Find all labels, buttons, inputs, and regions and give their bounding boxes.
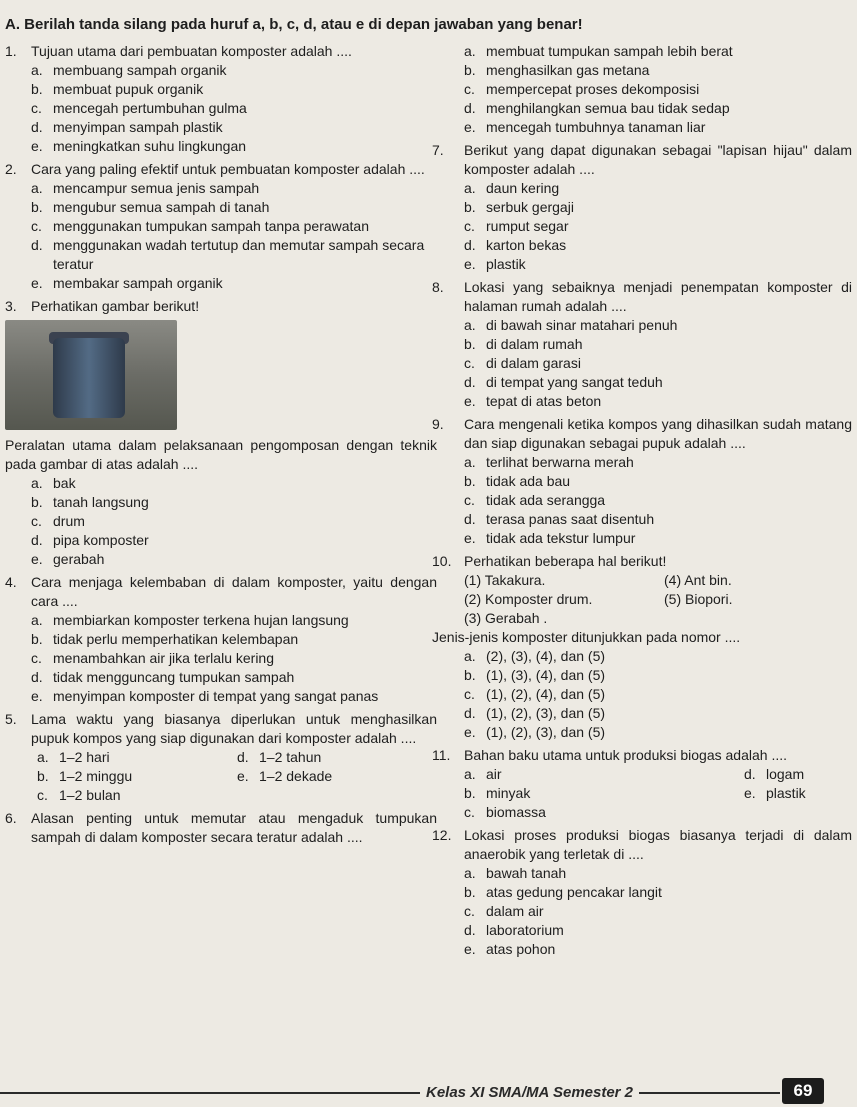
option-text: menggunakan wadah tertutup dan memutar sampah secara teratur [53,237,425,272]
question-number: 6. [5,810,17,826]
statement-grid [464,571,852,628]
option-letter: a. [464,648,476,664]
option-letter: e. [464,530,476,546]
option-text: (1), (2), (3), dan (5) [486,724,606,740]
option[interactable] [464,921,852,940]
option[interactable] [31,236,437,274]
option-letter: e. [464,256,476,272]
option[interactable] [31,217,437,236]
statement-item: (3) Gerabah . [464,610,548,626]
option[interactable] [464,647,852,666]
option-letter: b. [464,473,476,489]
question-stem-continued: Peralatan utama dalam pelaksanaan pengomposan dengan teknik pada gambar di atas adalah .... [5,437,437,472]
option-text: menyimpan sampah plastik [53,119,223,135]
option-letter: d. [31,119,43,135]
option-letter: a. [464,317,476,333]
option-letter: b. [31,631,43,647]
option-text: 1–2 tahun [259,749,322,765]
option-letter: c. [31,650,42,666]
option-letter: d. [31,237,43,253]
option-letter: e. [237,768,249,784]
option-letter: e. [31,275,43,291]
option[interactable] [464,99,852,118]
option-letter: b. [464,336,476,352]
section-heading: A. Berilah tanda silang pada huruf a, b, c, d, atau e di depan jawaban yang benar! [5,16,583,33]
option-letter: d. [464,511,476,527]
option-text: pipa komposter [53,532,149,548]
option[interactable] [31,61,437,80]
option-letter: a. [31,62,43,78]
option[interactable] [31,179,437,198]
statement-item: (2) Komposter drum. [464,591,593,607]
option[interactable] [464,118,852,137]
option[interactable] [464,472,852,491]
footer-label: Kelas XI SMA/MA Semester 2 [420,1084,639,1101]
option[interactable] [464,704,852,723]
option-text: tidak mengguncang tumpukan sampah [53,669,295,685]
option-text: bawah tanah [486,865,567,881]
option[interactable] [31,198,437,217]
option[interactable] [31,137,437,156]
question-number: 12. [432,827,452,843]
option-text: drum [53,513,85,529]
option-text: bak [53,475,76,491]
statement-item: (4) Ant bin. [664,572,732,588]
option-text: menggunakan tumpukan sampah tanpa perawatan [53,218,369,234]
question-11 [432,746,852,822]
option-text: air [486,766,502,782]
option-text: (1), (2), (3), dan (5) [486,705,606,721]
option[interactable] [31,99,437,118]
option[interactable] [37,767,237,786]
option-grid [37,748,437,805]
option[interactable] [31,687,437,706]
option[interactable] [464,354,852,373]
option-text: mencegah pertumbuhan gulma [53,100,247,116]
option-letter: c. [464,804,475,820]
option-text: (1), (3), (4), dan (5) [486,667,606,683]
option[interactable] [31,493,437,512]
question-12 [432,826,852,959]
option-text: mengubur semua sampah di tanah [53,199,270,215]
option-text: plastik [486,256,526,272]
option[interactable] [31,630,437,649]
option-text: tanah langsung [53,494,149,510]
option[interactable] [31,512,437,531]
option[interactable] [464,803,614,822]
option-text: (1), (2), (4), dan (5) [486,686,606,702]
option-letter: b. [464,667,476,683]
option-text: tidak ada bau [486,473,571,489]
option-text: membuang sampah organik [53,62,227,78]
option-text: terasa panas saat disentuh [486,511,655,527]
option[interactable] [31,118,437,137]
option-letter: c. [464,218,475,234]
option-letter: a. [464,454,476,470]
right-column [432,42,852,963]
option-letter: b. [31,81,43,97]
option[interactable] [464,335,852,354]
option-letter: c. [464,686,475,702]
option[interactable] [237,748,387,767]
option-text: (2), (3), (4), dan (5) [486,648,606,664]
question-number: 4. [5,574,17,590]
option-letter: c. [31,513,42,529]
option-letter: d. [744,766,756,782]
option-letter: a. [31,180,43,196]
option-text: tidak ada serangga [486,492,606,508]
question-7 [432,141,852,274]
question-stem: Alasan penting untuk memutar atau mengaduk tumpukan sampah di dalam komposter secara teratur adalah .... [31,810,437,845]
option[interactable] [31,274,437,293]
question-number: 10. [432,553,452,569]
question-number: 5. [5,711,17,727]
question-stem: Cara yang paling efektif untuk pembuatan komposter adalah .... [31,161,425,177]
option[interactable] [464,373,852,392]
option-letter: e. [744,785,756,801]
option-text: biomassa [486,804,546,820]
option-text: di dalam rumah [486,336,583,352]
option-letter: b. [464,199,476,215]
page-footer [0,1082,857,1107]
question-2 [5,160,437,293]
option-letter: d. [464,100,476,116]
option-letter: e. [464,941,476,957]
question-stem-continued: Jenis-jenis komposter ditunjukkan pada nomor .... [432,629,741,645]
option-text: menambahkan air jika terlalu kering [53,650,274,666]
option-letter: c. [37,787,48,803]
option[interactable] [31,474,437,493]
option[interactable] [464,236,852,255]
option[interactable] [464,392,852,411]
composter-drum-photo [5,320,177,430]
option-text: tidak perlu memperhatikan kelembapan [53,631,299,647]
option-letter: c. [464,903,475,919]
option-text: menghilangkan semua bau tidak sedap [486,100,730,116]
option-text: serbuk gergaji [486,199,574,215]
option-text: membuat tumpukan sampah lebih berat [486,43,733,59]
option[interactable] [464,940,852,959]
option-letter: d. [464,237,476,253]
option[interactable] [464,666,852,685]
option-text: atas pohon [486,941,556,957]
option-letter: b. [31,199,43,215]
option-text: tepat di atas beton [486,393,602,409]
option-text: di dalam garasi [486,355,581,371]
question-stem: Lama waktu yang biasanya diperlukan untuk menghasilkan pupuk kompos yang siap digunakan dari komposter adalah .... [31,711,437,746]
option-letter: b. [464,884,476,900]
option-text: terlihat berwarna merah [486,454,634,470]
option-letter: c. [31,218,42,234]
option[interactable] [464,316,852,335]
option[interactable] [464,42,852,61]
question-stem: Cara menjaga kelembaban di dalam komposter, yaitu dengan cara .... [31,574,437,609]
option[interactable] [464,723,852,742]
option[interactable] [464,255,852,274]
option-text: di tempat yang sangat teduh [486,374,663,390]
option-text: 1–2 dekade [259,768,333,784]
option-letter: c. [464,81,475,97]
statement-item: (5) Biopori. [664,591,733,607]
statement-item: (1) Takakura. [464,572,546,588]
question-1 [5,42,437,156]
option-text: di bawah sinar matahari penuh [486,317,678,333]
option-letter: a. [464,180,476,196]
option-letter: a. [464,865,476,881]
question-10 [432,552,852,742]
option[interactable] [464,685,852,704]
option-text: tidak ada tekstur lumpur [486,530,636,546]
option-letter: a. [31,475,43,491]
option[interactable] [31,668,437,687]
option-text: rumput segar [486,218,569,234]
option-letter: d. [464,922,476,938]
option-letter: e. [31,551,43,567]
option-text: atas gedung pencakar langit [486,884,662,900]
question-number: 7. [432,142,444,158]
option[interactable] [744,784,857,803]
option-letter: a. [37,749,49,765]
question-9 [432,415,852,548]
option[interactable] [464,529,852,548]
option-letter: e. [464,393,476,409]
question-6-options [432,42,852,137]
option-text: membiarkan komposter terkena hujan langsung [53,612,349,628]
option-letter: e. [31,138,43,154]
option[interactable] [464,864,852,883]
option-text: dalam air [486,903,544,919]
question-number: 3. [5,298,17,314]
option[interactable] [237,767,387,786]
option[interactable] [31,611,437,630]
option[interactable] [464,491,852,510]
option-letter: b. [31,494,43,510]
question-stem: Tujuan utama dari pembuatan komposter adalah .... [31,43,352,59]
option-text: mencampur semua jenis sampah [53,180,260,196]
option-letter: e. [31,688,43,704]
option-letter: a. [464,766,476,782]
option-letter: e. [464,724,476,740]
option-letter: a. [31,612,43,628]
option[interactable] [464,198,852,217]
option-letter: d. [464,374,476,390]
left-column [5,42,437,851]
option-text: logam [766,766,805,782]
question-number: 9. [432,416,444,432]
option-text: mencegah tumbuhnya tanaman liar [486,119,706,135]
option-text: daun kering [486,180,560,196]
option-text: membakar sampah organik [53,275,223,291]
option-text: 1–2 bulan [59,787,121,803]
drum-shape [53,338,125,418]
page-number: 69 [782,1078,824,1104]
option[interactable] [31,550,437,569]
option[interactable] [464,80,852,99]
option-letter: e. [464,119,476,135]
option[interactable] [464,765,614,784]
option-text: menyimpan komposter di tempat yang sangat panas [53,688,379,704]
option-letter: c. [31,100,42,116]
question-stem: Lokasi yang sebaiknya menjadi penempatan komposter di halaman rumah adalah .... [464,279,852,314]
option-letter: d. [237,749,249,765]
option[interactable] [464,179,852,198]
option[interactable] [31,649,437,668]
question-8 [432,278,852,411]
option-letter: b. [37,768,49,784]
option[interactable] [464,883,852,902]
option-text: laboratorium [486,922,564,938]
question-5 [5,710,437,805]
option-text: 1–2 hari [59,749,110,765]
option-grid [464,765,852,822]
question-stem: Berikut yang dapat digunakan sebagai "lapisan hijau" dalam komposter adalah .... [464,142,852,177]
option[interactable] [464,510,852,529]
option-letter: d. [31,669,43,685]
option[interactable] [744,765,857,784]
question-3 [5,297,437,569]
option[interactable] [464,217,852,236]
option-letter: b. [464,785,476,801]
option[interactable] [464,902,852,921]
option-letter: a. [464,43,476,59]
option-letter: c. [464,355,475,371]
question-stem: Bahan baku utama untuk produksi biogas adalah .... [464,747,787,763]
question-stem: Perhatikan gambar berikut! [31,298,200,314]
option[interactable] [37,786,237,805]
option[interactable] [31,80,437,99]
option[interactable] [464,453,852,472]
question-number: 11. [432,747,451,763]
question-number: 8. [432,279,444,295]
option[interactable] [31,531,437,550]
question-4 [5,573,437,706]
option-text: plastik [766,785,806,801]
footer-rule [0,1092,780,1094]
option-text: mempercepat proses dekomposisi [486,81,700,97]
question-stem: Lokasi proses produksi biogas biasanya terjadi di dalam anaerobik yang terletak di .... [464,827,852,862]
option-text: meningkatkan suhu lingkungan [53,138,247,154]
option-text: menghasilkan gas metana [486,62,650,78]
question-stem: Perhatikan beberapa hal berikut! [464,553,667,569]
option[interactable] [464,784,614,803]
question-number: 1. [5,43,17,59]
option[interactable] [37,748,237,767]
option-text: 1–2 minggu [59,768,133,784]
option-letter: d. [464,705,476,721]
question-stem: Cara mengenali ketika kompos yang dihasilkan sudah matang dan siap digunakan sebagai pupuk adalah .... [464,416,852,451]
option-text: minyak [486,785,531,801]
question-number: 2. [5,161,17,177]
question-6 [5,809,437,847]
option-letter: d. [31,532,43,548]
option[interactable] [464,61,852,80]
option-text: karton bekas [486,237,567,253]
option-letter: b. [464,62,476,78]
option-letter: c. [464,492,475,508]
option-text: membuat pupuk organik [53,81,204,97]
option-text: gerabah [53,551,105,567]
